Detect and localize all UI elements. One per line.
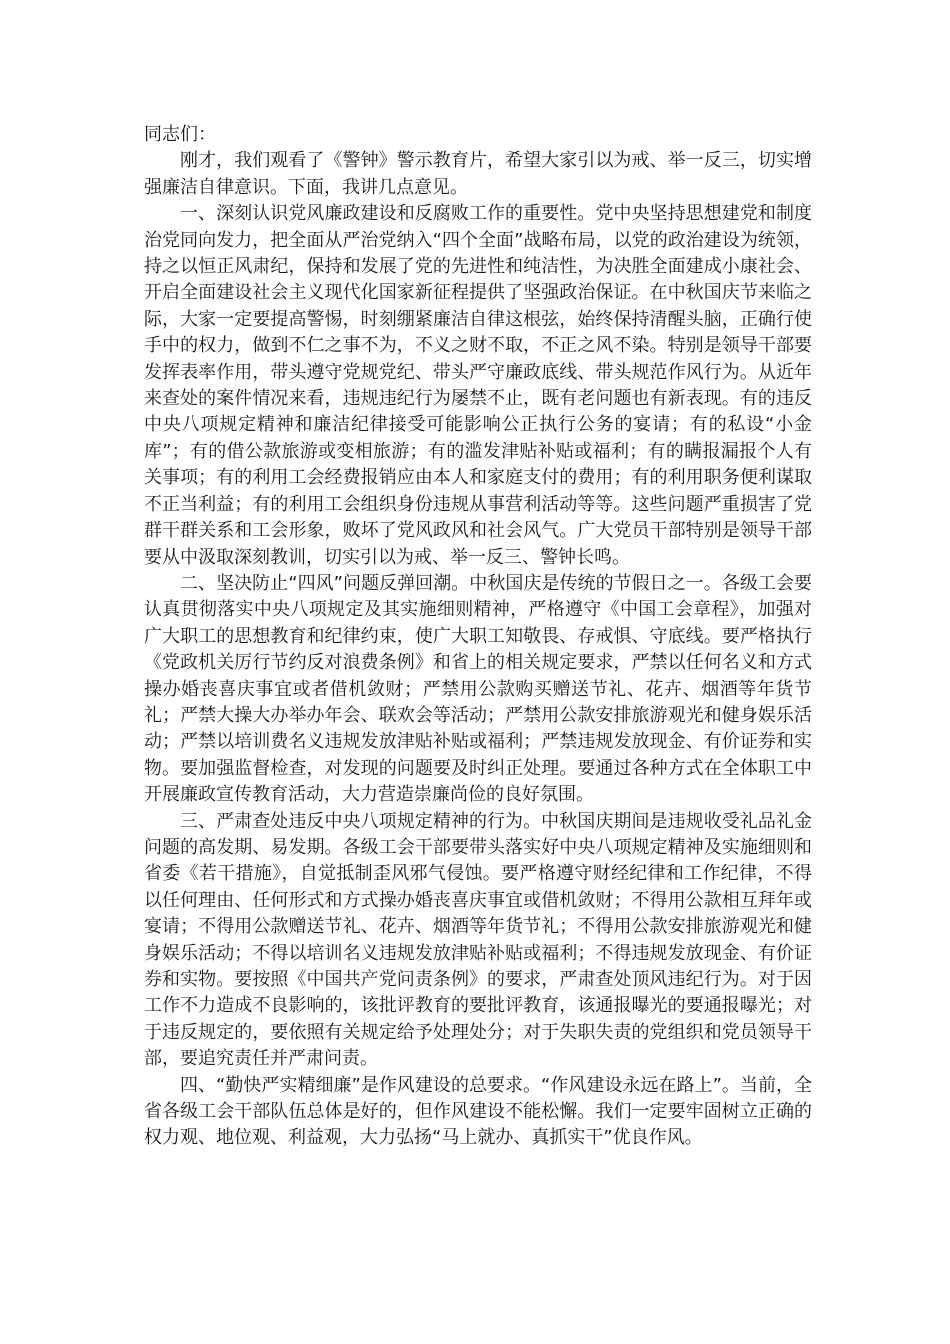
paragraph-intro: 刚才，我们观看了《警钟》警示教育片，希望大家引以为戒、举一反三，切实增强廉洁自律意识。下面，我讲几点意见。 xyxy=(144,150,812,198)
salutation: 同志们： xyxy=(144,124,216,145)
paragraph-point-1: 一、深刻认识党风廉政建设和反腐败工作的重要性。党中央坚持思想建党和制度治党同向发力，把全面从严治党纳入“四个全面”战略布局，以党的政治建设为统领，持之以恒正风肃纪，保持和发展了党的先进性和纯洁性，为决胜全面建成小康社会、开启全面建设社会主义现代化国家新征程提供了坚强政治保证。在中秋国庆节来临之际，大家一定要提高警惕，时刻绷紧廉洁自律这根弦，始终保持清醒头脑，正确行使手中的权力，做到不仁之事不为，不义之财不取，不正之风不染。特别是领导干部要发挥表率作用，带头遵守党规党纪、带头严守廉政底线、带头规范作风行为。从近年来查处的案件情况来看，违规违纪行为屡禁不止，既有老问题也有新表现。有的违反中央八项规定精神和廉洁纪律接受可能影响公正执行公务的宴请；有的私设“小金库”；有的借公款旅游或变相旅游；有的滥发津贴补贴或福利；有的瞒报漏报个人有关事项；有的利用工会经费报销应由本人和家庭支付的费用；有的利用职务便利谋取不正当利益；有的利用工会组织身份违规从事营利活动等等。这些问题严重损害了党群干群关系和工会形象，败坏了党风政风和社会风气。广大党员干部特别是领导干部要从中汲取深刻教训，切实引以为戒、举一反三、警钟长鸣。 xyxy=(144,203,812,568)
document-body xyxy=(144,122,812,1152)
paragraph-point-3: 三、严肃查处违反中央八项规定精神的行为。中秋国庆期间是违规收受礼品礼金问题的高发期、易发期。各级工会干部要带头落实好中央八项规定精神及实施细则和省委《若干措施》，自觉抵制歪风邪气侵蚀。要严格遵守财经纪律和工作纪律，不得以任何理由、任何形式和方式操办婚丧喜庆事宜或借机敛财；不得用公款相互拜年或宴请；不得用公款赠送节礼、花卉、烟酒等年货节礼；不得用公款安排旅游观光和健身娱乐活动；不得以培训名义违规发放津贴补贴或福利；不得违规发放现金、有价证券和实物。要按照《中国共产党问责条例》的要求，严肃查处顶风违纪行为。对于因工作不力造成不良影响的，该批评教育的要批评教育，该通报曝光的要通报曝光；对于违反规定的，要依照有关规定给予处理处分；对于失职失责的党组织和党员领导干部，要追究责任并严肃问责。 xyxy=(144,810,812,1070)
paragraph-point-4: 四、“勤快严实精细廉”是作风建设的总要求。“作风建设永远在路上”。当前，全省各级工会干部队伍总体是好的，但作风建设不能松懈。我们一定要牢固树立正确的权力观、地位观、利益观，大力弘扬“马上就办、真抓实干”优良作风。 xyxy=(144,1074,812,1149)
paragraph-point-2: 二、坚决防止“四风”问题反弹回潮。中秋国庆是传统的节假日之一。各级工会要认真贯彻落实中央八项规定及其实施细则精神，严格遵守《中国工会章程》，加强对广大职工的思想教育和纪律约束，使广大职工知敬畏、存戒惧、守底线。要严格执行《党政机关厉行节约反对浪费条例》和省上的相关规定要求，严禁以任何名义和方式操办婚丧喜庆事宜或者借机敛财；严禁用公款购买赠送节礼、花卉、烟酒等年货节礼；严禁大操大办举办年会、联欢会等活动；严禁用公款安排旅游观光和健身娱乐活动；严禁以培训费名义违规发放津贴补贴或福利；严禁违规发放现金、有价证券和实物。要加强监督检查，对发现的问题要及时纠正处理。要通过各种方式在全体职工中开展廉政宣传教育活动，大力营造崇廉尚俭的良好氛围。 xyxy=(144,572,812,806)
